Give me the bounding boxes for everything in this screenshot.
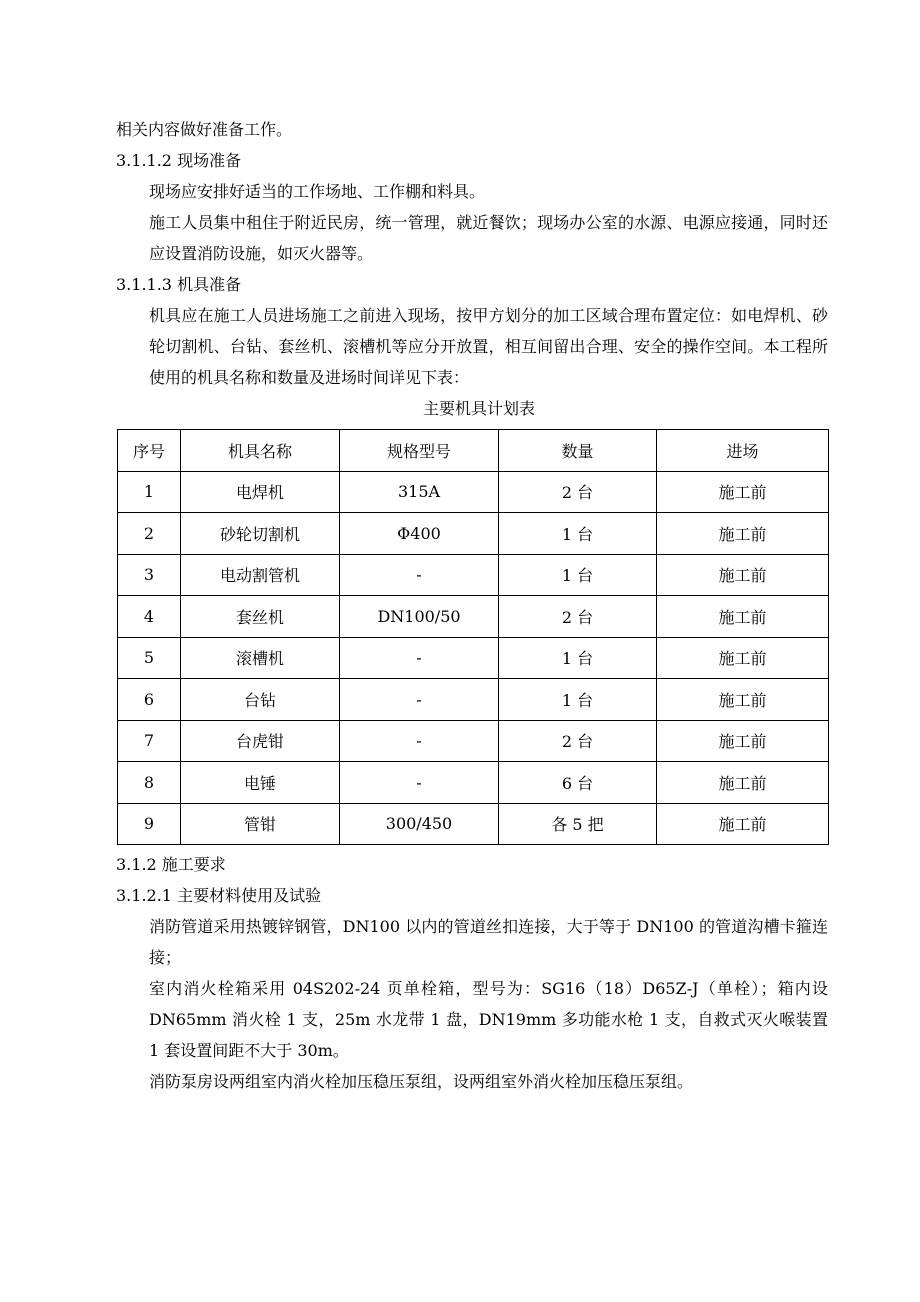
table-row <box>118 471 829 513</box>
section-heading: 3.1.1.2 现场准备 <box>116 151 242 170</box>
table-cell: 滚槽机 <box>181 637 340 679</box>
table-cell: - <box>340 762 499 804</box>
table-cell: 施工前 <box>657 762 829 804</box>
paragraph: 消防泵房设两组室内消火栓加压稳压泵组，设两组室外消火栓加压稳压泵组。 <box>149 1072 694 1091</box>
table-cell: 电锤 <box>181 762 340 804</box>
table-cell: 9 <box>118 803 181 845</box>
table-row <box>118 679 829 721</box>
table-row <box>118 637 829 679</box>
table-cell: 2 台 <box>499 596 657 638</box>
table-cell: 施工前 <box>657 471 829 513</box>
table-cell: - <box>340 679 499 721</box>
table-cell: 施工前 <box>657 554 829 596</box>
table-cell: 管钳 <box>181 803 340 845</box>
paragraph: 现场应安排好适当的工作场地、工作棚和料具。 <box>149 182 486 201</box>
table-cell: - <box>340 720 499 762</box>
table-cell: 施工前 <box>657 720 829 762</box>
table-row <box>118 803 829 845</box>
table-cell: 施工前 <box>657 679 829 721</box>
section-heading: 3.1.1.3 机具准备 <box>116 275 242 294</box>
table-cell: 施工前 <box>657 803 829 845</box>
table-cell: 5 <box>118 637 181 679</box>
table-cell: 套丝机 <box>181 596 340 638</box>
table-cell: DN100/50 <box>340 596 499 638</box>
table-cell: 7 <box>118 720 181 762</box>
table-cell: 1 <box>118 471 181 513</box>
table-title: 主要机具计划表 <box>422 399 535 418</box>
paragraph: 消防管道采用热镀锌钢管，DN100 以内的管道丝扣连接，大于等于 DN100 的管道沟槽卡箍连接； <box>149 917 828 967</box>
paragraph: 机具应在施工人员进场施工之前进入现场，按甲方划分的加工区域合理布置定位：如电焊机、砂轮切割机、台钻、套丝机、滚槽机等应分开放置，相互间留出合理、安全的操作空间。本工程所使用的机具名称和数量及进场时间详见下表： <box>149 306 828 387</box>
table-cell: 2 台 <box>499 471 657 513</box>
paragraphs-after <box>116 849 828 1097</box>
header-cell: 序号 <box>118 430 181 472</box>
table-row <box>118 596 829 638</box>
table-cell: 1 台 <box>499 637 657 679</box>
section-heading: 3.1.2.1 主要材料使用及试验 <box>116 886 322 905</box>
table-cell: - <box>340 554 499 596</box>
header-cell: 规格型号 <box>340 430 499 472</box>
table-cell: 4 <box>118 596 181 638</box>
table-cell: 台钻 <box>181 679 340 721</box>
header-cell: 进场 <box>657 430 829 472</box>
equipment-table <box>117 429 829 845</box>
table-cell: 2 <box>118 513 181 555</box>
table-header-row <box>118 430 829 472</box>
table-cell: 6 <box>118 679 181 721</box>
section-heading: 3.1.2 施工要求 <box>116 855 226 874</box>
paragraphs-before <box>116 114 828 393</box>
table-row <box>118 513 829 555</box>
header-cell: 数量 <box>499 430 657 472</box>
table-row <box>118 720 829 762</box>
table-cell: 施工前 <box>657 596 829 638</box>
table-cell: 3 <box>118 554 181 596</box>
table-cell: 施工前 <box>657 513 829 555</box>
table-row <box>118 762 829 804</box>
table-cell: - <box>340 637 499 679</box>
table-cell: 300/450 <box>340 803 499 845</box>
table-cell: 6 台 <box>499 762 657 804</box>
table-cell: 2 台 <box>499 720 657 762</box>
table-cell: 砂轮切割机 <box>181 513 340 555</box>
table-cell: 8 <box>118 762 181 804</box>
table-cell: Φ400 <box>340 513 499 555</box>
paragraph: 室内消火栓箱采用 04S202-24 页单栓箱，型号为：SG16（18）D65Z-J（单栓）；箱内设 DN65mm 消火栓 1 支，25m 水龙带 1 盘，DN19mm 多功能水枪 1 支，自救式灭火喉装置 1 套设置间距不大于 30m。 <box>149 979 828 1060</box>
table-cell: 1 台 <box>499 679 657 721</box>
paragraph: 相关内容做好准备工作。 <box>116 120 293 139</box>
header-cell: 机具名称 <box>181 430 340 472</box>
table-cell: 台虎钳 <box>181 720 340 762</box>
table-cell: 电动割管机 <box>181 554 340 596</box>
document-page <box>116 114 828 1097</box>
table-cell: 施工前 <box>657 637 829 679</box>
table-cell: 各 5 把 <box>499 803 657 845</box>
table-cell: 电焊机 <box>181 471 340 513</box>
paragraph: 施工人员集中租住于附近民房，统一管理，就近餐饮；现场办公室的水源、电源应接通，同时还应设置消防设施，如灭火器等。 <box>149 213 828 263</box>
table-cell: 315A <box>340 471 499 513</box>
table-cell: 1 台 <box>499 513 657 555</box>
table-row <box>118 554 829 596</box>
table-cell: 1 台 <box>499 554 657 596</box>
